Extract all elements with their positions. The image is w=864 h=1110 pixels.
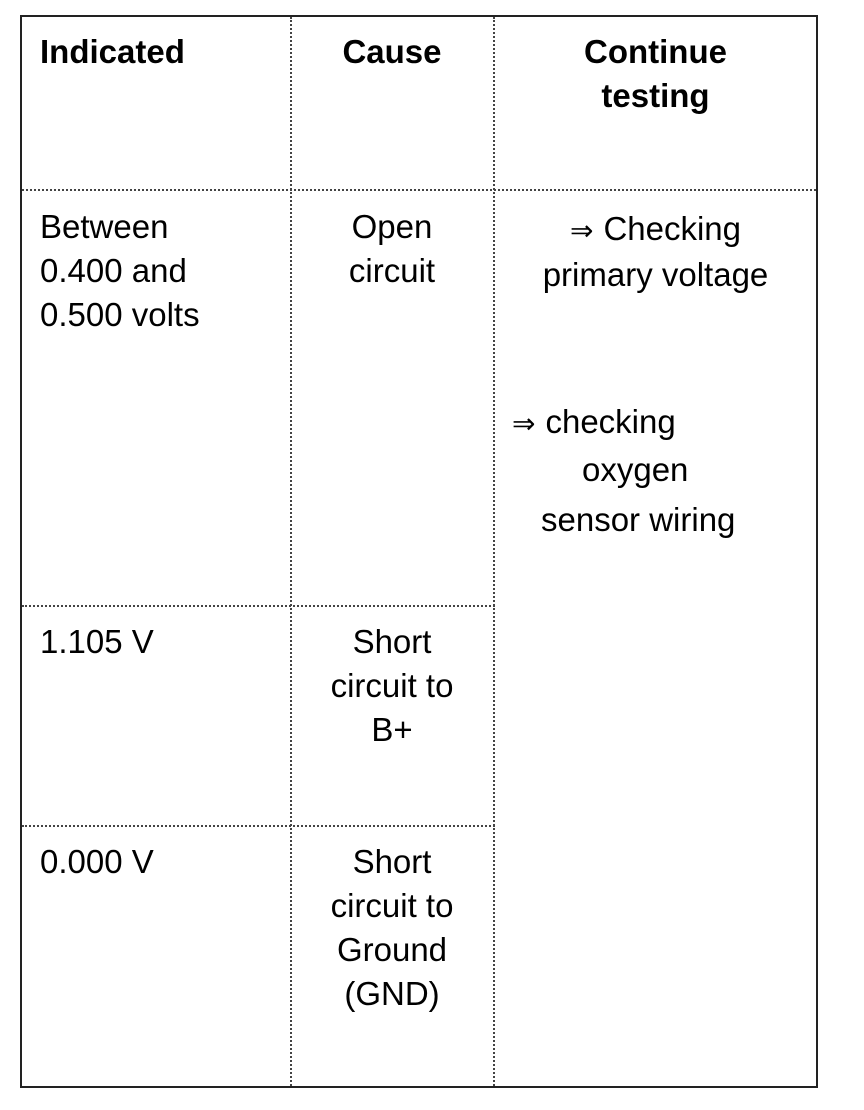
continue-item1-line1-wrap: [495, 207, 816, 253]
header-cause-label: Cause: [342, 33, 442, 70]
header-divider: [22, 189, 816, 191]
row2-cause: [292, 620, 492, 752]
row-divider-1: [22, 605, 495, 607]
continue-item2-line1: checking: [545, 403, 676, 440]
row-divider-2: [22, 825, 495, 827]
row3-cause-line3: Ground: [336, 931, 448, 968]
row1-indicated: [40, 205, 200, 337]
continue-item1-line2: primary voltage: [542, 256, 769, 293]
header-cause: [292, 30, 492, 74]
row2-cause-line1: Short: [352, 623, 432, 660]
row3-cause-line2: circuit to: [330, 887, 454, 924]
continue-item2-line1-wrap: [512, 400, 812, 446]
column-divider-2: [493, 17, 495, 1086]
row1-cause: [292, 205, 492, 293]
row2-cause-line3: B+: [371, 711, 413, 748]
row1-cause-line1: Open: [351, 208, 433, 245]
header-indicated: [40, 30, 185, 74]
header-continue-testing: [495, 30, 816, 118]
row3-cause-line4: (GND): [344, 975, 440, 1012]
row3-indicated: [40, 840, 154, 884]
row2-indicated-line1: 1.105 V: [40, 623, 154, 660]
row3-indicated-line1: 0.000 V: [40, 843, 154, 880]
right-double-arrow-icon: ⇒: [569, 215, 594, 246]
continue-item2-line3: sensor wiring: [541, 501, 736, 538]
row3-cause: [292, 840, 492, 1016]
row3-cause-line1: Short: [352, 843, 432, 880]
continue-item1-line1: Checking: [603, 210, 742, 247]
header-continue-line2: testing: [601, 77, 710, 114]
row2-indicated: [40, 620, 154, 664]
row1-indicated-line2: 0.400 and: [40, 252, 187, 289]
continue-item2-line2: oxygen: [582, 451, 689, 488]
continue-testing-item-1: [495, 207, 816, 297]
row1-cause-line2: circuit: [348, 252, 436, 289]
continue-testing-item-2: [512, 400, 812, 546]
header-continue-line1: Continue: [584, 33, 727, 70]
row1-indicated-line1: Between: [40, 208, 169, 245]
row2-cause-line2: circuit to: [330, 667, 454, 704]
right-double-arrow-icon: ⇒: [512, 408, 536, 439]
row1-indicated-line3: 0.500 volts: [40, 296, 200, 333]
header-indicated-label: Indicated: [40, 33, 185, 70]
